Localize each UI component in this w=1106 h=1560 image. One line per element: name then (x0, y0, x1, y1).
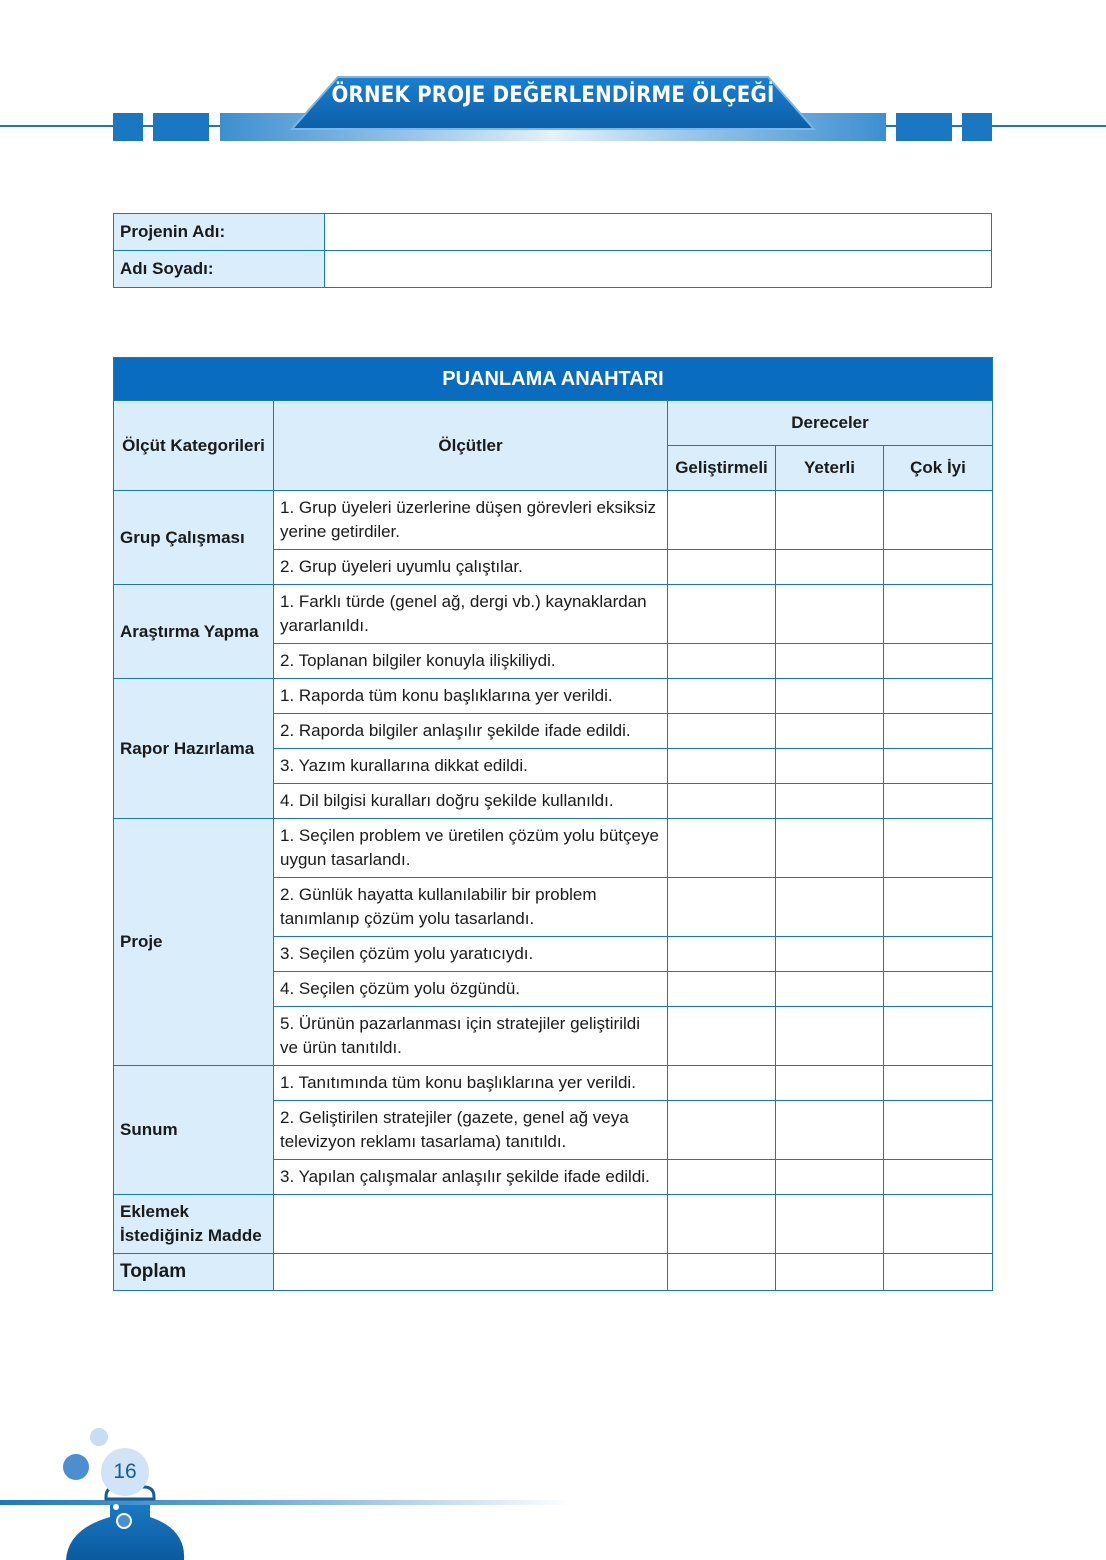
grade-cell[interactable] (776, 714, 884, 749)
grade-cell[interactable] (884, 937, 993, 972)
grade-cell[interactable] (776, 679, 884, 714)
header-square (896, 113, 952, 141)
total-field[interactable] (274, 1254, 668, 1291)
grade-cell[interactable] (668, 491, 776, 550)
extra-item-field[interactable] (274, 1195, 668, 1254)
grade-cell[interactable] (776, 819, 884, 878)
header-rule (209, 125, 220, 127)
header-rule-right (992, 125, 1106, 127)
grade-cell[interactable] (884, 679, 993, 714)
grade-total-cell[interactable] (776, 1254, 884, 1291)
grade-cell[interactable] (776, 1160, 884, 1195)
extra-item-label (114, 1195, 274, 1254)
criterion-item: 5. Ürünün pazarlanması için stratejiler geliştirildi ve ürün tanıtıldı. (274, 1007, 668, 1066)
category-project: Proje (114, 819, 274, 1066)
grade-cell[interactable] (776, 937, 884, 972)
grade-cell[interactable] (668, 714, 776, 749)
criterion-item: 1. Seçilen problem ve üretilen çözüm yolu bütçeye uygun tasarlandı. (274, 819, 668, 878)
grade-cell[interactable] (668, 878, 776, 937)
grade-cell[interactable] (668, 679, 776, 714)
column-header-grades: Dereceler (668, 401, 993, 446)
scoring-title: PUANLAMA ANAHTARI (114, 358, 993, 401)
grade-total-cell[interactable] (884, 1254, 993, 1291)
grade-cell[interactable] (884, 1195, 993, 1254)
header-square (153, 113, 209, 141)
grade-cell[interactable] (776, 784, 884, 819)
column-header-criteria: Ölçütler (274, 401, 668, 491)
criterion-item: 3. Yapılan çalışmalar anlaşılır şekilde ifade edildi. (274, 1160, 668, 1195)
criterion-item: 3. Yazım kurallarına dikkat edildi. (274, 749, 668, 784)
grade-cell[interactable] (668, 749, 776, 784)
grade-cell[interactable] (776, 550, 884, 585)
header-rule (143, 125, 153, 127)
grade-cell[interactable] (884, 1101, 993, 1160)
criterion-item: 1. Raporda tüm konu başlıklarına yer verildi. (274, 679, 668, 714)
grade-cell[interactable] (776, 1101, 884, 1160)
grade-cell[interactable] (668, 1007, 776, 1066)
grade-cell[interactable] (884, 749, 993, 784)
grade-cell[interactable] (776, 585, 884, 644)
grade-header-needs-improvement: Geliştirmeli (668, 446, 776, 491)
criterion-item: 2. Raporda bilgiler anlaşılır şekilde ifade edildi. (274, 714, 668, 749)
criterion-item: 2. Günlük hayatta kullanılabilir bir problem tanımlanıp çözüm yolu tasarlandı. (274, 878, 668, 937)
grade-cell[interactable] (668, 550, 776, 585)
header-square (113, 113, 143, 141)
page-number: 16 (101, 1448, 149, 1496)
grade-cell[interactable] (668, 1195, 776, 1254)
criterion-item: 4. Dil bilgisi kuralları doğru şekilde kullanıldı. (274, 784, 668, 819)
grade-cell[interactable] (668, 819, 776, 878)
grade-cell[interactable] (884, 784, 993, 819)
header-rule-left (0, 125, 115, 127)
grade-cell[interactable] (884, 819, 993, 878)
grade-cell[interactable] (668, 1066, 776, 1101)
grade-cell[interactable] (884, 972, 993, 1007)
criterion-item: 2. Geliştirilen stratejiler (gazete, genel ağ veya televizyon reklamı tasarlama) tanıtıldı. (274, 1101, 668, 1160)
grade-cell[interactable] (884, 1007, 993, 1066)
criterion-item: 1. Tanıtımında tüm konu başlıklarına yer verildi. (274, 1066, 668, 1101)
page-title: ÖRNEK PROJE DEĞERLENDİRME ÖLÇEĞİ (331, 83, 775, 108)
criterion-item: 2. Toplanan bilgiler konuyla ilişkiliydi. (274, 644, 668, 679)
category-research: Araştırma Yapma (114, 585, 274, 679)
grade-cell[interactable] (884, 878, 993, 937)
criterion-item: 3. Seçilen çözüm yolu yaratıcıydı. (274, 937, 668, 972)
grade-cell[interactable] (776, 878, 884, 937)
grade-cell[interactable] (668, 644, 776, 679)
total-label: Toplam (114, 1254, 274, 1291)
grade-header-sufficient: Yeterli (776, 446, 884, 491)
project-name-field[interactable] (325, 214, 992, 251)
grade-header-very-good: Çok İyi (884, 446, 993, 491)
grade-cell[interactable] (776, 1066, 884, 1101)
criterion-item: 2. Grup üyeleri uyumlu çalıştılar. (274, 550, 668, 585)
header-rule (886, 125, 896, 127)
grade-cell[interactable] (776, 644, 884, 679)
grade-cell[interactable] (884, 585, 993, 644)
project-name-label: Projenin Adı: (114, 214, 325, 251)
criterion-item: 4. Seçilen çözüm yolu özgündü. (274, 972, 668, 1007)
criterion-item: 1. Farklı türde (genel ağ, dergi vb.) kaynaklardan yararlanıldı. (274, 585, 668, 644)
extra-item-label-line1: Eklemek (120, 1202, 189, 1221)
header-rule (952, 125, 962, 127)
grade-cell[interactable] (884, 491, 993, 550)
grade-cell[interactable] (776, 491, 884, 550)
criterion-item: 1. Grup üyeleri üzerlerine düşen görevleri eksiksiz yerine getirdiler. (274, 491, 668, 550)
extra-item-label-line2: İstediğiniz Madde (120, 1226, 262, 1245)
full-name-field[interactable] (325, 251, 992, 288)
grade-cell[interactable] (668, 1160, 776, 1195)
grade-cell[interactable] (668, 784, 776, 819)
grade-cell[interactable] (668, 585, 776, 644)
grade-cell[interactable] (776, 972, 884, 1007)
scoring-table (113, 357, 993, 1291)
grade-total-cell[interactable] (668, 1254, 776, 1291)
grade-cell[interactable] (668, 1101, 776, 1160)
category-group-work: Grup Çalışması (114, 491, 274, 585)
grade-cell[interactable] (884, 714, 993, 749)
grade-cell[interactable] (884, 1066, 993, 1101)
grade-cell[interactable] (884, 644, 993, 679)
grade-cell[interactable] (776, 749, 884, 784)
student-info-table (113, 213, 992, 288)
grade-cell[interactable] (884, 1160, 993, 1195)
header-square (962, 113, 992, 141)
category-presentation: Sunum (114, 1066, 274, 1195)
full-name-label: Adı Soyadı: (114, 251, 325, 288)
category-report: Rapor Hazırlama (114, 679, 274, 819)
grade-cell[interactable] (776, 1195, 884, 1254)
grade-cell[interactable] (668, 972, 776, 1007)
column-header-category: Ölçüt Kategorileri (114, 401, 274, 491)
grade-cell[interactable] (884, 550, 993, 585)
grade-cell[interactable] (668, 937, 776, 972)
grade-cell[interactable] (776, 1007, 884, 1066)
